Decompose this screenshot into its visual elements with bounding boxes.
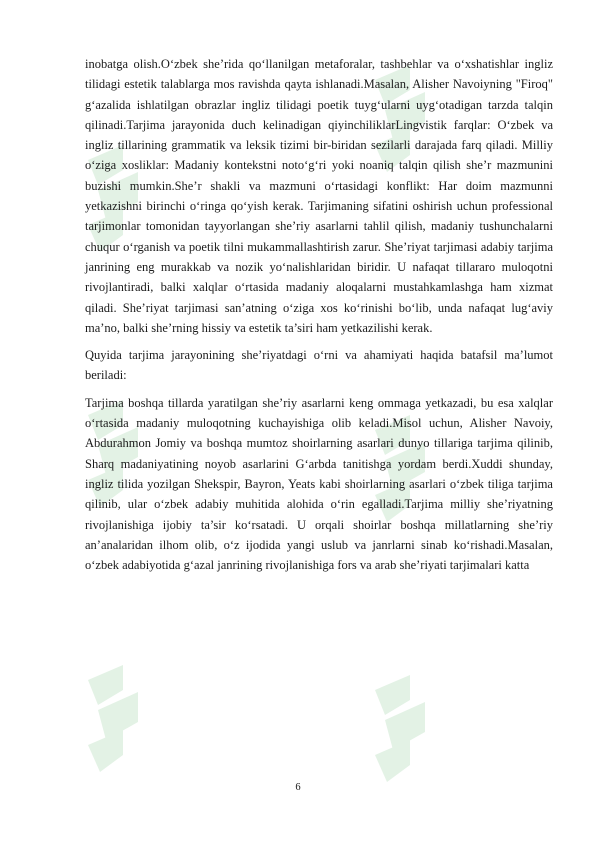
watermark-logo-icon [365, 670, 435, 790]
paragraph: Tarjima boshqa tillarda yaratilgan she’riy asarlarni keng ommaga yetkazadi, bu esa xalqlar o‘rtasida madaniy muloqotning kuchayishiga olib keladi.Misol uchun, Alisher Navoiy, Abdurahmon Jomiy va boshqa mumtoz shoirlarning asarlari dunyo tillariga tarjima qilinib, Sharq madaniyatining noyob asarlarini G‘arbda tanitishga yordam berdi.Xuddi shunday, ingliz tilida yozilgan Shekspir, Bayron, Yeats kabi shoirlarning asarlari o‘zbek tiliga tarjima qilinib, ular o‘zbek adabiy muhitida alohida o‘rin egalladi.Tarjima milliy she’riyatning rivojlanishiga ijobiy ta’sir ko‘rsatadi. U orqali shoirlar boshqa millatlarning she’riy an’analaridan ilhom olib, o‘z ijodida yangi uslub va janrlarni sinab ko‘rishadi.Masalan, o‘zbek adabiyotida g‘azal janrining rivojlanishiga fors va arab she’riyati tarjimalari katta [85, 395, 553, 573]
paragraph: Quyida tarjima jarayonining she’riyatdagi o‘rni va ahamiyati haqida batafsil ma’lumot beriladi: [85, 348, 553, 383]
watermark-logo-icon [78, 660, 148, 780]
page-number: 6 [295, 782, 301, 793]
body-text [85, 54, 553, 582]
paragraph: inobatga olish.O‘zbek she’rida qo‘llanilgan metaforalar, tashbehlar va o‘xshatishlar ingliz tilidagi estetik talablarga mos ravishda qayta ishlanadi.Masalan, Alisher Navoiyning "Firoq" g‘azalida ishlatilgan obrazlar ingliz tilidagi poetik tuyg‘ularni uyg‘otadigan tarzda talqin qilinadi.Tarjima jarayonida duch kelinadigan qiyinchiliklarLingvistik farqlar: O‘zbek va ingliz tillarining grammatik va leksik tizimi bir-biridan sezilarli darajada farq qiladi. Milliy o‘ziga xosliklar: Madaniy kontekstni noto‘g‘ri yoki noaniq talqin qilish she’r mazmunini buzishi mumkin.She’r shakli va mazmuni o‘rtasidagi konflikt: Har doim mazmunni yetkazishni birinchi o‘ringa qo‘yish kerak. Tarjimaning sifatini oshirish uchun professional tarjimonlar tomonidan tayyorlangan she’riy asarlarni tahlil qilish, madaniy tushunchalarni chuqur o‘rganish va poetik tilni mukammallashtirish zarur. She’riyat tarjimasi adabiy tarjima janrining eng murakkab va nozik yo‘nalishlaridan biridir. U nafaqat tillararo muloqotni rivojlantiradi, balki xalqlar o‘rtasida madaniy aloqalarni mustahkamlashga ham xizmat qiladi. She’riyat tarjimasi san’atning o‘ziga xos ko‘rinishi bo‘lib, unda nafaqat lug‘aviy ma’no, balki she’rning hissiy va estetik ta’siri ham yetkazilishi kerak. [85, 57, 553, 335]
